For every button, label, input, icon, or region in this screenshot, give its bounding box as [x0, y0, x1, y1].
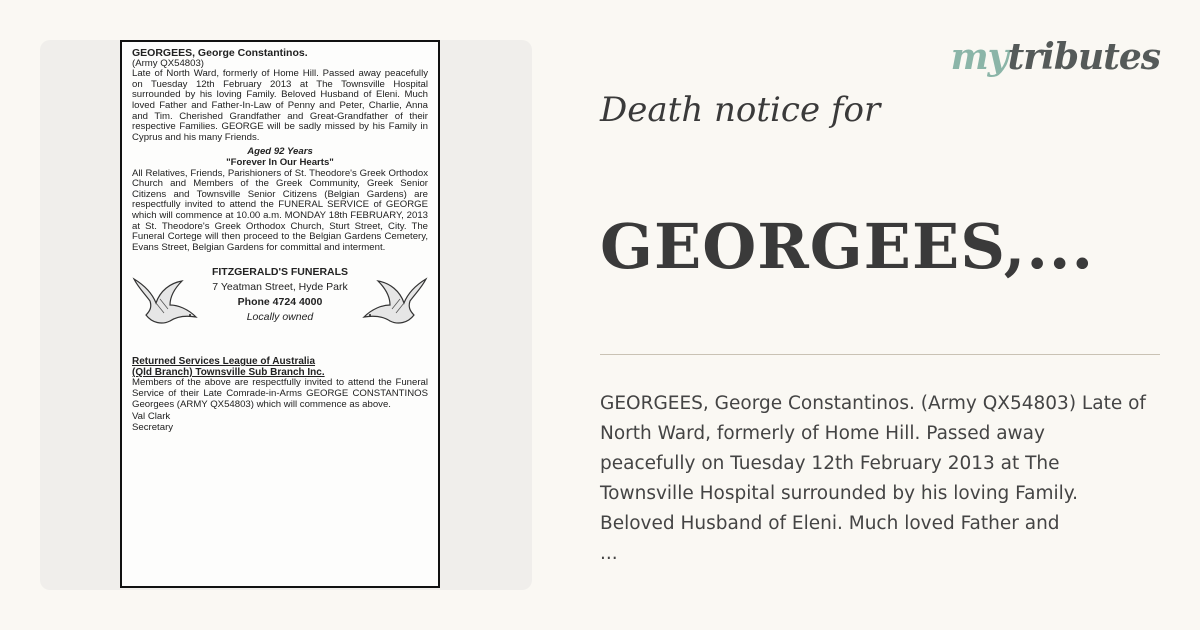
excerpt-line: GEORGEES, George Constantinos. (Army QX54803) Late of: [600, 393, 1146, 414]
rsl-line-2: (Qld Branch) Townsville Sub Branch Inc.: [132, 366, 325, 378]
funeral-owned: Locally owned: [246, 311, 314, 324]
notice-paragraph-3: Members of the above are respectfully invited to attend the Funeral Service of their Late Comrade-in-Arms GEORGE CONSTANTINOS Georgees (ARMY QX54803) which will commence as above.: [132, 377, 428, 410]
funeral-director-block: [132, 265, 428, 351]
funeral-name: FITZGERALD'S FUNERALS: [211, 266, 349, 279]
logo-my: my: [950, 36, 1008, 78]
dove-icon: [130, 269, 202, 331]
funeral-address: 7 Yeatman Street, Hyde Park: [212, 281, 348, 294]
excerpt-line: Beloved Husband of Eleni. Much loved Father and: [600, 513, 1060, 534]
notice-image-panel: [40, 40, 532, 590]
notice-excerpt: [600, 389, 1190, 569]
dove-icon: [358, 269, 430, 331]
death-notice-heading: Death notice for: [600, 90, 881, 130]
rsl-block: [132, 357, 428, 433]
signatory-name: Val Clark: [132, 411, 171, 423]
excerpt-ellipsis: ...: [600, 543, 618, 564]
rsl-line-1: Returned Services League of Australia: [132, 356, 316, 368]
mytributes-logo[interactable]: [951, 36, 1160, 78]
signatory-title: Secretary: [132, 421, 174, 433]
notice-paragraph-1: Late of North Ward, formerly of Home Hill. Passed away peacefully on Tuesday 12th February 2013 at The Townsville Hospital surrounded by his loving Family. Beloved Husband of Eleni. Much loved Father and Father-In-Law of Penny and Peter, Charlie, Anna and Tim. Cherished Grandfather and Great-Grandfather of their respective Families. GEORGE will be sadly missed by his Family in Cyprus and his many Friends.: [132, 68, 428, 143]
notice-title: GEORGEES, George Constantinos.: [132, 47, 308, 59]
notice-paragraph-2: All Relatives, Friends, Parishioners of St. Theodore's Greek Orthodox Church and Members of the Greek Community, Greek Senior Citizens and Townsville Senior Citizens (Belgian Gardens) are respectfully invited to attend the FUNERAL SERVICE of GEORGE which will commence at 10.00 a.m. MONDAY 18th FEBRUARY, 2013 at St. Theodore's Greek Orthodox Church, Sturt Street, City. The Funeral Cortege will then proceed to the Belgian Gardens Cemetery, Evans Street, Belgian Gardens for committal and interment.: [132, 167, 428, 253]
funeral-phone: Phone 4724 4000: [237, 296, 323, 309]
excerpt-line: Townsville Hospital surrounded by his loving Family.: [600, 483, 1078, 504]
deceased-name: GEORGEES,...: [600, 210, 1095, 283]
excerpt-line: peacefully on Tuesday 12th February 2013 at The: [600, 453, 1060, 474]
newspaper-notice-clipping: [120, 40, 440, 588]
notice-quote: "Forever In Our Hearts": [226, 156, 334, 168]
logo-tributes: tributes: [1007, 36, 1160, 78]
excerpt-line: North Ward, formerly of Home Hill. Passed away: [600, 423, 1045, 444]
notice-army-number: (Army QX54803): [132, 57, 204, 69]
divider: [600, 354, 1160, 355]
notice-aged: Aged 92 Years: [247, 146, 313, 158]
